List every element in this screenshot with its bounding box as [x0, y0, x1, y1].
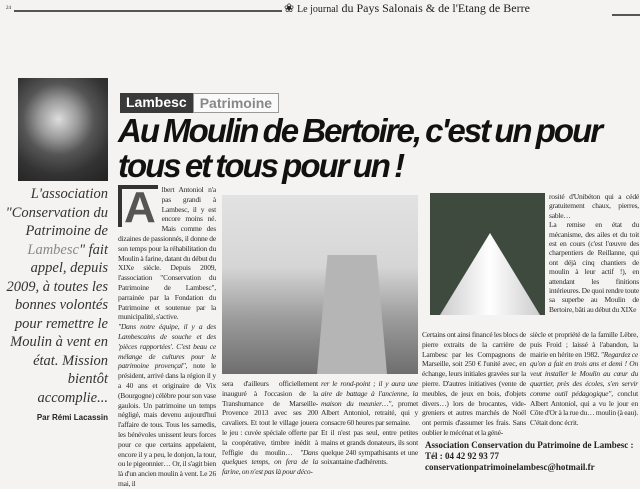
header-rule — [14, 10, 282, 12]
byline: Par Rémi Lacassin — [36, 413, 108, 422]
drop-cap: A — [118, 185, 158, 227]
headline: Au Moulin de Bertoire, c'est un pour tous et tous pour un ! — [118, 112, 602, 184]
intro-text: L'association "Conservation du Patrimoine de Lambesc" fait appel, depuis 2009, à toutes les bonnes volontés pour remettre le Moulin à vent en état. Mission bientôt accomplie... — [5, 186, 108, 406]
windmill-photo — [222, 195, 418, 374]
contact-email[interactable]: conservationpatrimoinelambesc@hotmail.fr — [425, 462, 595, 472]
section-tags — [120, 93, 279, 113]
article-column-2: sera d'ailleurs officiellement inauguré à l'occasion de la Transhumance de Marseille-Provence 2013 avec ses 200 cavaliers. Et tout le village jouera le jeu : cuvée spéciale offerte par la coopérative, timbre inédit à l'effigie du moulin… "Dans quelques temps, on fera de la farine, on n'est pas là pour déco- — [222, 379, 318, 477]
article-column-5: rosité d'Unibéton qui a cédé gratuitement chaux, pierres, sable… La remise en état du mécanisme, des ailes et du toit est en cours (c'est l'œuvre des charpentiers de Reillanne, qui ont déjà cinq chantiers de moulin à leur actif !), en attendant les finitions intérieures. De quoi rendre toute sa superbe au Moulin de Bertoire, bâti au début du XIXe — [549, 192, 639, 314]
tag-section: Patrimoine — [193, 93, 279, 113]
intro-block — [0, 185, 108, 422]
article-column-3: rer le rond-point ; il y aura une aire de battage à l'ancienne, la maison du meunier…", promet Albert Antoniol, retraité, qui y consacre 60 heures par semaine. Et il n'est pas seul, entre petites mains et grands donateurs, ils sont quelque 240 sympathisants et une soixantaine d'adhérents. — [321, 379, 418, 467]
article-column-1: A lbert Antoniol n'a pas grandi à Lambesc, il y est encore moins né. Mais comme des dizaines de passionnés, il donne de son temps pour la réhabilitation du Moulin à farine, datant du début du XIXe siècle. Depuis 2009, l'association "Conservation du Patrimoine de Lambesc", parrainée par la Fondation du Patrimoine et soutenue par la municipalité, s'active. "Dans notre équipe, il y a des Lambescains de souche et des 'pièces rapportées'. C'est beau ce mélange de cultures pour le patrimoine provençal", note le président, arrivé dans la région il y a 40 ans et originaire de Vix (Bourgogne) célèbre pour son vase gaulois. Un patrimoine un temps négligé, mais devenu aujourd'hui l'affaire de tous. Tous les samedis, les bénévoles unissent leurs forces pour ce que certains appelaient, encore il y a peu, le donjon, la tour, ou le pigeonnier… Or, il s'agit bien là d'un ancien moulin à vent. Le 26 mai, il — [118, 183, 216, 488]
contact-box — [425, 440, 640, 473]
article-column-4: Certains ont ainsi financé les blocs de pierre extraits de la carrière de Lambesc par les Compagnons de Marseille, soit 250 € l'unité avec, en échange, leurs initiales gravées sur la pierre. D'autres initiatives (vente de meubles, de jeux en bois, d'objets divers…) lors de brocantes, vide-greniers et autres marchés de Noël ont permis d'assumer les frais. Sans oublier le mécénat et la géné- — [422, 330, 526, 437]
flower-icon: ❀ — [284, 1, 298, 15]
header-rule — [612, 14, 640, 16]
windmill-roof-photo — [430, 193, 545, 315]
masthead: ❀ Le journal du Pays Salonais & de l'Etang de Berre — [284, 1, 530, 15]
mill-interior-photo — [18, 78, 108, 181]
article-column-6: siècle et propriété de la famille Lèbre, puis Froid ; laissé à l'abandon, la mairie en hérite en 1982. "Regardez ce qu'on a fait en trois ans et demi ! On veut installer le Moulin au cœur du quartier, près des écoles, s'en servir comme outil pédagogique", conclut Albert Antoniol, qui a vu le jour en Côte d'Or à la rue du… moulin (à eau). C'était donc écrit. — [530, 330, 639, 428]
page-number: 24 — [6, 6, 11, 11]
tag-town: Lambesc — [120, 93, 193, 113]
contact-name: Association Conservation du Patrimoine de Lambesc : — [425, 440, 634, 450]
contact-phone: Tél : 04 42 92 93 77 — [425, 451, 499, 461]
